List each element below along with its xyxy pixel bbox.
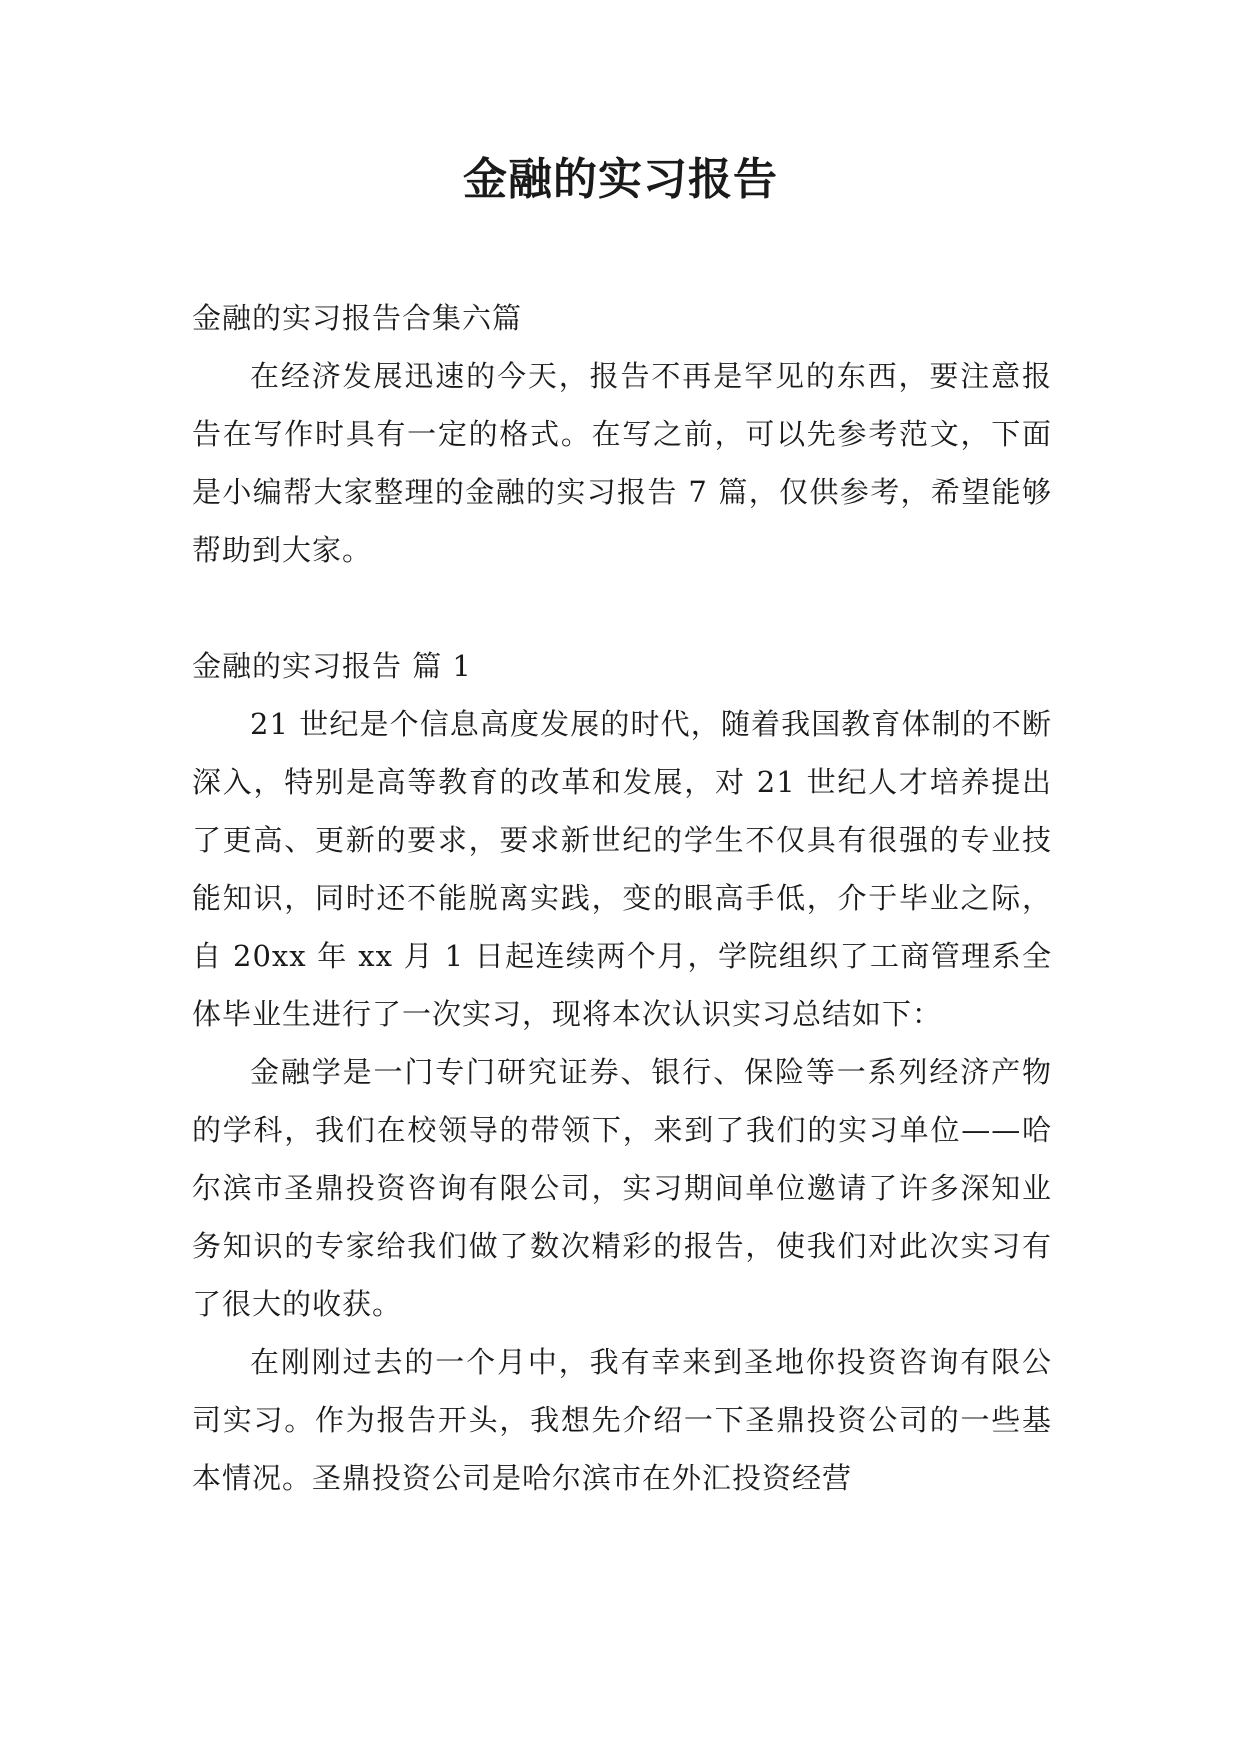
document-subtitle: 金融的实习报告合集六篇: [192, 301, 523, 335]
body-paragraph: 金融学是一门专门研究证券、银行、保险等一系列经济产物的学科，我们在校领导的带领下，来到了我们的实习单位——哈尔滨市圣鼎投资咨询有限公司，实习期间单位邀请了许多深知业务知识的专家给我们做了数次精彩的报告，使我们对此次实习有了很大的收获。: [192, 1055, 1052, 1321]
document-body: [192, 289, 1052, 1507]
section-spacer: [192, 579, 1052, 637]
document-title: 金融的实习报告: [463, 154, 778, 205]
section-heading: 金融的实习报告 篇 1: [192, 649, 472, 683]
body-paragraph: 在刚刚过去的一个月中，我有幸来到圣地你投资咨询有限公司实习。作为报告开头，我想先介绍一下圣鼎投资公司的一些基本情况。圣鼎投资公司是哈尔滨市在外汇投资经营: [192, 1345, 1052, 1495]
body-paragraph: 21 世纪是个信息高度发展的时代，随着我国教育体制的不断深入，特别是高等教育的改革和发展，对 21 世纪人才培养提出了更高、更新的要求，要求新世纪的学生不仅具有很强的专业技能知识，同时还不能脱离实践，变的眼高手低，介于毕业之际，自 20xx 年 xx 月 1 日起连续两个月，学院组织了工商管理系全体毕业生进行了一次实习，现将本次认识实习总结如下：: [192, 707, 1052, 1031]
intro-paragraph: 在经济发展迅速的今天，报告不再是罕见的东西，要注意报告在写作时具有一定的格式。在写之前，可以先参考范文，下面是小编帮大家整理的金融的实习报告 7 篇，仅供参考，希望能够帮助到大家。: [192, 359, 1052, 567]
